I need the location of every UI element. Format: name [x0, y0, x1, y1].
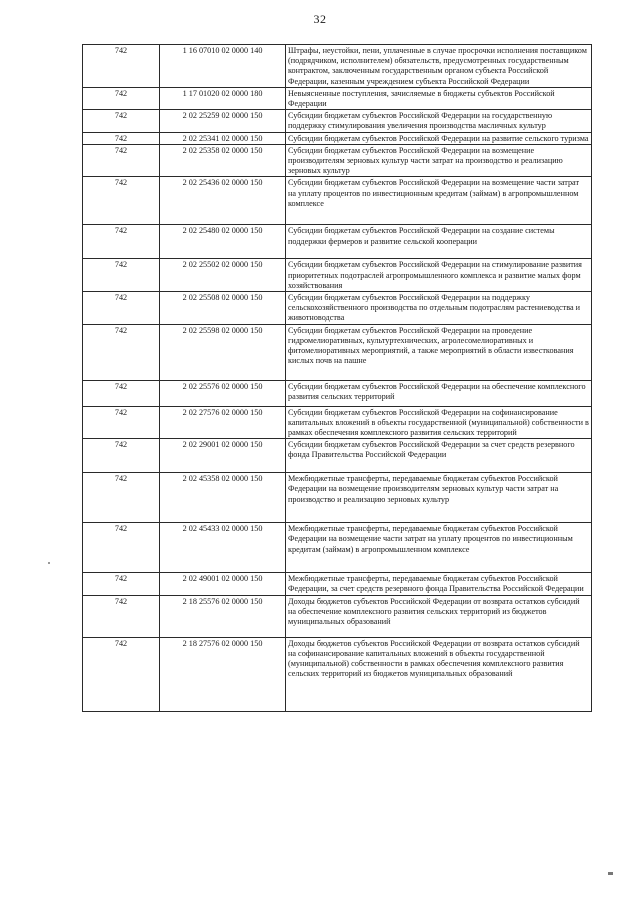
description-cell: Субсидии бюджетам субъектов Российской Федерации за счет средств резервного фонда Правительства Российской Федерации: [286, 439, 592, 473]
admin-code-cell: 742: [83, 380, 160, 406]
description-cell: Субсидии бюджетам субъектов Российской Федерации на возмещение производителям зерновых культур части затрат на производство и реализацию зерновых культур: [286, 144, 592, 177]
description-cell: Межбюджетные трансферты, передаваемые бюджетам субъектов Российской Федерации, за счет средств резервного фонда Правительства Российской Федерации: [286, 573, 592, 595]
admin-code-cell: 742: [83, 637, 160, 711]
description-cell: Субсидии бюджетам субъектов Российской Федерации на создание системы поддержки фермеров и развитие сельской кооперации: [286, 225, 592, 259]
table-row: [83, 110, 592, 132]
description-cell: Субсидии бюджетам субъектов Российской Федерации на проведение гидромелиоративных, культуртехнических, агролесомелиоративных и фитомелиоративных мероприятий, а также мероприятий в области известкования кислых почв на пашне: [286, 324, 592, 380]
revenue-code-cell: 2 18 25576 02 0000 150: [160, 595, 286, 637]
description-cell: Невыясненные поступления, зачисляемые в бюджеты субъектов Российской Федерации: [286, 87, 592, 109]
table-row: [83, 380, 592, 406]
revenue-code-cell: 2 02 45433 02 0000 150: [160, 523, 286, 573]
revenue-code-cell: 2 18 27576 02 0000 150: [160, 637, 286, 711]
description-cell: Доходы бюджетов субъектов Российской Федерации от возврата остатков субсидий на софинансирование капитальных вложений в объекты государственной (муниципальной) собственности в рамках обеспечения комплексного развития сельских территорий из бюджетов муниципальных образований: [286, 637, 592, 711]
description-cell: Субсидии бюджетам субъектов Российской Федерации на государственную поддержку стимулирования увеличения производства масличных культур: [286, 110, 592, 132]
table-row: [83, 177, 592, 225]
description-cell: Субсидии бюджетам субъектов Российской Федерации на обеспечение комплексного развития сельских территорий: [286, 380, 592, 406]
revenue-code-cell: 2 02 27576 02 0000 150: [160, 406, 286, 439]
table-row: [83, 87, 592, 109]
revenue-code-cell: 2 02 25502 02 0000 150: [160, 259, 286, 292]
table-row: [83, 144, 592, 177]
description-cell: Межбюджетные трансферты, передаваемые бюджетам субъектов Российской Федерации на возмещение производителям зерновых культур части затрат на производство и реализацию зерновых культур: [286, 473, 592, 523]
description-cell: Доходы бюджетов субъектов Российской Федерации от возврата остатков субсидий на обеспечение комплексного развития сельских территорий из бюджетов муниципальных образований: [286, 595, 592, 637]
table-body: [83, 45, 592, 712]
table-row: [83, 439, 592, 473]
admin-code-cell: 742: [83, 473, 160, 523]
table-row: [83, 259, 592, 292]
revenue-code-cell: 2 02 25259 02 0000 150: [160, 110, 286, 132]
table-row: [83, 225, 592, 259]
table-row: [83, 473, 592, 523]
admin-code-cell: 742: [83, 292, 160, 325]
admin-code-cell: 742: [83, 144, 160, 177]
description-cell: Субсидии бюджетам субъектов Российской Федерации на стимулирование развития приоритетных подотраслей агропромышленного комплекса и развитие малых форм хозяйствования: [286, 259, 592, 292]
admin-code-cell: 742: [83, 87, 160, 109]
admin-code-cell: 742: [83, 225, 160, 259]
revenue-code-cell: 2 02 25341 02 0000 150: [160, 132, 286, 144]
admin-code-cell: 742: [83, 324, 160, 380]
revenue-code-cell: 2 02 25436 02 0000 150: [160, 177, 286, 225]
table-row: [83, 292, 592, 325]
scan-speck: [48, 562, 50, 564]
table-row: [83, 132, 592, 144]
description-cell: Субсидии бюджетам субъектов Российской Федерации на софинансирование капитальных вложений в объекты государственной (муниципальной) собственности в рамках обеспечения комплексного развития сельских территорий: [286, 406, 592, 439]
admin-code-cell: 742: [83, 45, 160, 88]
revenue-code-cell: 2 02 25358 02 0000 150: [160, 144, 286, 177]
table-row: [83, 637, 592, 711]
admin-code-cell: 742: [83, 595, 160, 637]
revenue-code-cell: 2 02 25480 02 0000 150: [160, 225, 286, 259]
admin-code-cell: 742: [83, 523, 160, 573]
table-row: [83, 324, 592, 380]
revenue-code-cell: 2 02 29001 02 0000 150: [160, 439, 286, 473]
revenue-code-cell: 1 17 01020 02 0000 180: [160, 87, 286, 109]
page-number: 32: [313, 12, 327, 26]
budget-classification-table: [82, 44, 592, 712]
admin-code-cell: 742: [83, 259, 160, 292]
admin-code-cell: 742: [83, 406, 160, 439]
admin-code-cell: 742: [83, 573, 160, 595]
description-cell: Межбюджетные трансферты, передаваемые бюджетам субъектов Российской Федерации на возмещение части затрат на уплату процентов по инвестиционным кредитам (займам) в агропромышленном комплексе: [286, 523, 592, 573]
description-cell: Штрафы, неустойки, пени, уплаченные в случае просрочки исполнения поставщиком (подрядчиком, исполнителем) обязательств, предусмотренных государственным контрактом, заключенным государственным органом субъекта Российской Федерации, казенным учреждением субъекта Российской Федерации: [286, 45, 592, 88]
revenue-code-cell: 2 02 45358 02 0000 150: [160, 473, 286, 523]
revenue-code-cell: 2 02 49001 02 0000 150: [160, 573, 286, 595]
revenue-code-cell: 2 02 25508 02 0000 150: [160, 292, 286, 325]
scan-mark: [608, 872, 613, 875]
table-row: [83, 573, 592, 595]
admin-code-cell: 742: [83, 177, 160, 225]
table-row: [83, 45, 592, 88]
description-cell: Субсидии бюджетам субъектов Российской Федерации на развитие сельского туризма: [286, 132, 592, 144]
admin-code-cell: 742: [83, 110, 160, 132]
revenue-code-cell: 1 16 07010 02 0000 140: [160, 45, 286, 88]
revenue-code-cell: 2 02 25576 02 0000 150: [160, 380, 286, 406]
table-row: [83, 523, 592, 573]
table-row: [83, 595, 592, 637]
description-cell: Субсидии бюджетам субъектов Российской Федерации на возмещение части затрат на уплату процентов по инвестиционным кредитам (займам) в агропромышленном комплексе: [286, 177, 592, 225]
table-row: [83, 406, 592, 439]
revenue-code-cell: 2 02 25598 02 0000 150: [160, 324, 286, 380]
description-cell: Субсидии бюджетам субъектов Российской Федерации на поддержку сельскохозяйственного производства по отдельным подотраслям растениеводства и животноводства: [286, 292, 592, 325]
admin-code-cell: 742: [83, 439, 160, 473]
admin-code-cell: 742: [83, 132, 160, 144]
